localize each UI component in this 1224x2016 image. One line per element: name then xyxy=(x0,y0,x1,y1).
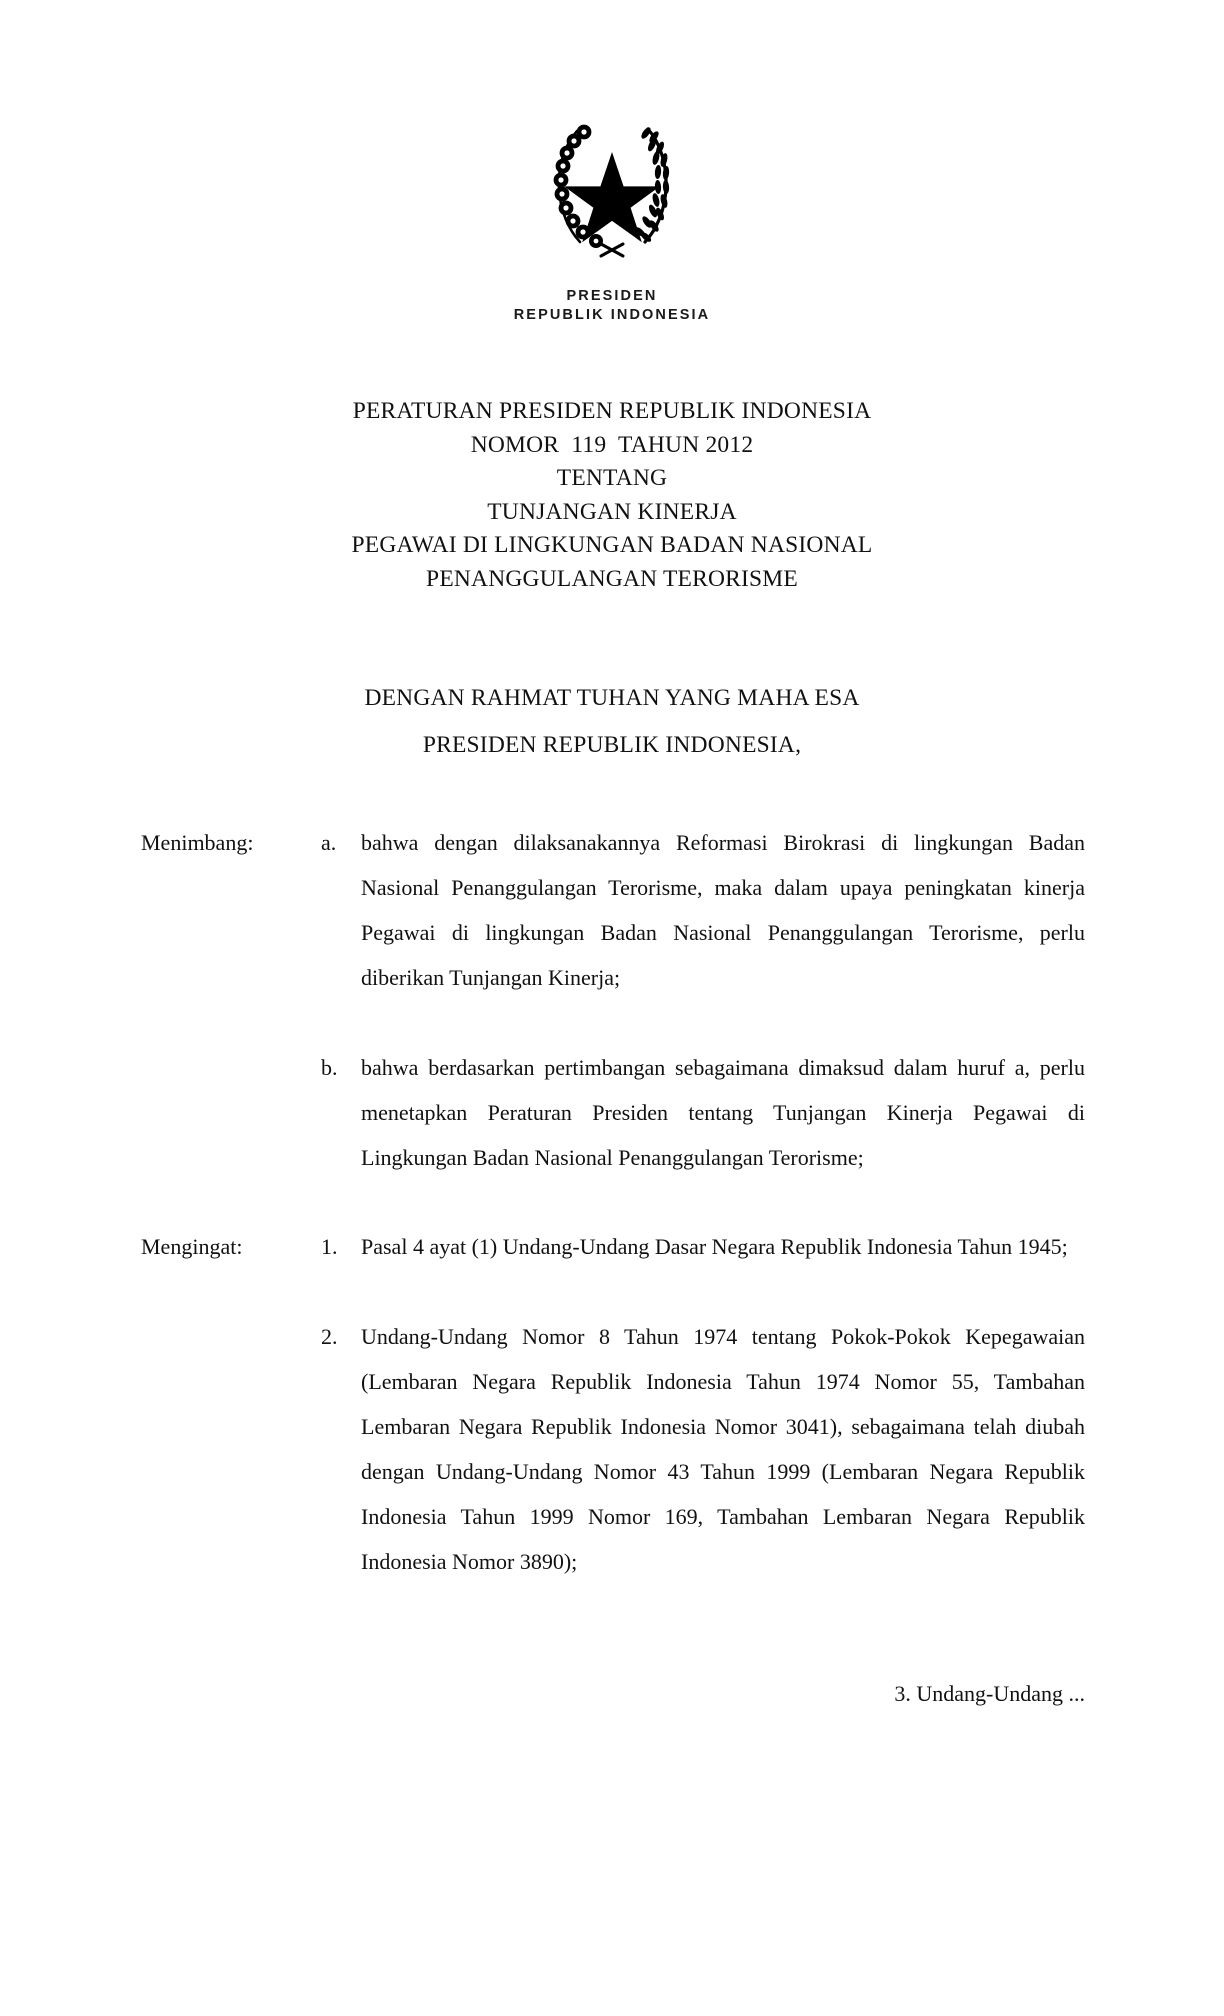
emblem-caption-line-2: REPUBLIK INDONESIA xyxy=(513,307,711,323)
clause-items-menimbang xyxy=(321,820,1085,1180)
clause-mengingat xyxy=(0,1224,1224,1584)
item-text: bahwa berdasarkan pertimbangan sebagaimana dimaksud dalam huruf a, perlu menetapkan Peraturan Presiden tentang Tunjangan Kinerja Pegawai di Lingkungan Badan Nasional Penanggulangan Terorisme; xyxy=(361,1055,1085,1170)
list-item xyxy=(321,820,1085,1000)
document-preamble xyxy=(0,682,1224,762)
item-marker: a. xyxy=(321,830,337,855)
preamble-invocation: DENGAN RAHMAT TUHAN YANG MAHA ESA xyxy=(364,685,860,711)
emblem-caption-line-1: PRESIDEN xyxy=(566,288,658,304)
item-text: Pasal 4 ayat (1) Undang-Undang Dasar Negara Republik Indonesia Tahun 1945; xyxy=(361,1234,1068,1259)
page-catchword: 3. Undang-Undang ... xyxy=(894,1681,1085,1706)
item-text: Undang-Undang Nomor 8 Tahun 1974 tentang Pokok-Pokok Kepegawaian (Lembaran Negara Republik Indonesia Tahun 1974 Nomor 55, Tambahan Lembaran Negara Republik Indonesia Nomor 3041), sebagaimana telah diubah dengan Undang-Undang Nomor 43 Tahun 1999 (Lembaran Negara Republik Indonesia Tahun 1999 Nomor 169, Tambahan Lembaran Negara Republik Indonesia Nomor 3890); xyxy=(361,1324,1085,1574)
list-item xyxy=(321,1314,1085,1584)
clause-items-mengingat xyxy=(321,1224,1085,1584)
emblem-caption xyxy=(0,287,1224,325)
document-body xyxy=(0,820,1224,1584)
title-line-number-year: NOMOR 119 TAHUN 2012 xyxy=(470,431,754,458)
item-marker: b. xyxy=(321,1055,338,1080)
preamble-signatory: PRESIDEN REPUBLIK INDONESIA, xyxy=(422,731,802,758)
indonesian-presidential-emblem-icon xyxy=(553,96,671,266)
clause-menimbang xyxy=(0,820,1224,1180)
item-marker: 2. xyxy=(321,1324,338,1349)
document-title xyxy=(0,395,1224,597)
document-header xyxy=(0,96,1224,325)
list-item xyxy=(321,1224,1085,1269)
clause-label-mengingat: Mengingat: xyxy=(141,1234,243,1259)
title-line-tentang: TENTANG xyxy=(556,465,668,492)
item-marker: 1. xyxy=(321,1234,338,1259)
title-line-regulation-type: PERATURAN PRESIDEN REPUBLIK INDONESIA xyxy=(352,398,872,424)
list-item xyxy=(321,1045,1085,1180)
clause-label-menimbang: Menimbang: xyxy=(141,830,254,855)
title-line-subject-2: PEGAWAI DI LINGKUNGAN BADAN NASIONAL xyxy=(351,532,873,559)
title-line-subject-1: TUNJANGAN KINERJA xyxy=(487,498,737,525)
item-text: bahwa dengan dilaksanakannya Reformasi Birokrasi di lingkungan Badan Nasional Penanggulangan Terorisme, maka dalam upaya peningkatan kinerja Pegawai di lingkungan Badan Nasional Penanggulangan Terorisme, perlu diberikan Tunjangan Kinerja; xyxy=(361,830,1085,990)
title-line-subject-3: PENANGGULANGAN TERORISME xyxy=(426,565,798,592)
